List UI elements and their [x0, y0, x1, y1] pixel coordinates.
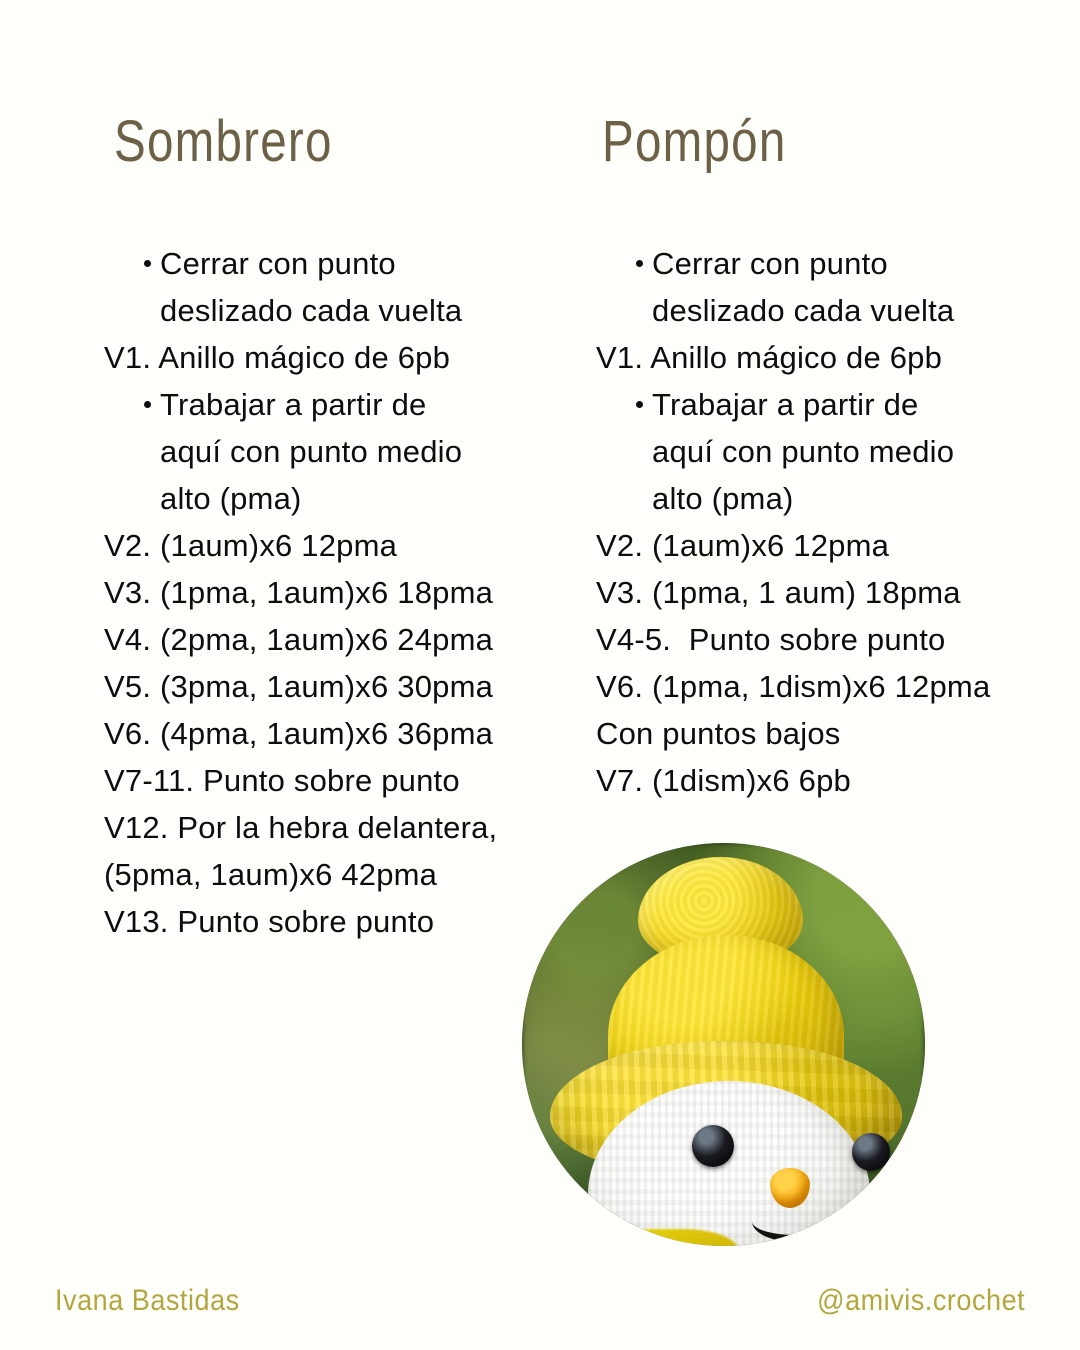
instructions-column-pompon: [596, 240, 1066, 804]
instruction-text: V4. (2pma, 1aum)x6 24pma: [104, 622, 494, 657]
instruction-line: [596, 522, 1066, 569]
footer-handle: @amivis.crochet: [816, 1284, 1025, 1317]
instruction-line: [104, 804, 574, 851]
instruction-line: [596, 569, 1066, 616]
instruction-text: V4-5. Punto sobre punto: [596, 622, 946, 657]
instruction-line: [104, 616, 574, 663]
instruction-text: V3. (1pma, 1 aum) 18pma: [596, 575, 961, 610]
instruction-line: [104, 287, 574, 334]
instruction-text: Cerrar con punto: [652, 246, 888, 281]
project-photo: [522, 843, 925, 1246]
instruction-line: [104, 428, 574, 475]
instruction-line: [596, 663, 1066, 710]
instruction-line: [104, 757, 574, 804]
instruction-line: [596, 616, 1066, 663]
instruction-text: V1. Anillo mágico de 6pb: [104, 340, 451, 375]
instruction-text: V7. (1dism)x6 6pb: [596, 763, 851, 798]
instruction-text: V2. (1aum)x6 12pma: [104, 528, 398, 563]
instruction-line: [104, 240, 574, 287]
footer-author: Ivana Bastidas: [55, 1284, 240, 1317]
instruction-line: [596, 428, 1066, 475]
instruction-text: aquí con punto medio: [160, 434, 463, 469]
instruction-text: Trabajar a partir de: [160, 387, 427, 422]
instruction-text: (5pma, 1aum)x6 42pma: [104, 857, 438, 892]
instruction-text: V1. Anillo mágico de 6pb: [596, 340, 943, 375]
instruction-text: deslizado cada vuelta: [160, 293, 463, 328]
eye-left-icon: [692, 1125, 734, 1167]
instruction-text: V6. (1pma, 1dism)x6 12pma: [596, 669, 991, 704]
instruction-text: V13. Punto sobre punto: [104, 904, 435, 939]
instruction-line: [596, 334, 1066, 381]
instruction-line: [104, 475, 574, 522]
bullet-icon: [144, 260, 151, 267]
instruction-line: [104, 898, 574, 945]
eye-right-icon: [852, 1133, 890, 1171]
bullet-icon: [144, 401, 151, 408]
instruction-text: deslizado cada vuelta: [652, 293, 955, 328]
instruction-line: [596, 757, 1066, 804]
instruction-text: V7-11. Punto sobre punto: [104, 763, 460, 798]
instruction-line: [596, 710, 1066, 757]
instructions-column-sombrero: [104, 240, 574, 945]
instruction-line: [596, 240, 1066, 287]
instruction-text: V6. (4pma, 1aum)x6 36pma: [104, 716, 494, 751]
instruction-text: V3. (1pma, 1aum)x6 18pma: [104, 575, 494, 610]
instruction-text: Trabajar a partir de: [652, 387, 919, 422]
instruction-line: [104, 710, 574, 757]
instruction-line: [104, 663, 574, 710]
instruction-text: Cerrar con punto: [160, 246, 396, 281]
instruction-text: V5. (3pma, 1aum)x6 30pma: [104, 669, 494, 704]
section-heading-sombrero: Sombrero: [114, 109, 333, 174]
instruction-text: V2. (1aum)x6 12pma: [596, 528, 890, 563]
instruction-line: [104, 851, 574, 898]
instruction-line: [104, 522, 574, 569]
instruction-line: [104, 569, 574, 616]
smile-icon: [752, 1201, 838, 1242]
section-heading-pompon: Pompón: [602, 109, 787, 174]
bullet-icon: [636, 260, 643, 267]
instruction-line: [104, 334, 574, 381]
instruction-line: [596, 287, 1066, 334]
instruction-text: aquí con punto medio: [652, 434, 955, 469]
instruction-text: V12. Por la hebra delantera,: [104, 810, 498, 845]
bullet-icon: [636, 401, 643, 408]
instruction-line: [596, 475, 1066, 522]
instruction-line: [104, 381, 574, 428]
instruction-text: alto (pma): [160, 481, 302, 516]
instruction-line: [596, 381, 1066, 428]
instruction-text: alto (pma): [652, 481, 794, 516]
instruction-text: Con puntos bajos: [596, 716, 841, 751]
